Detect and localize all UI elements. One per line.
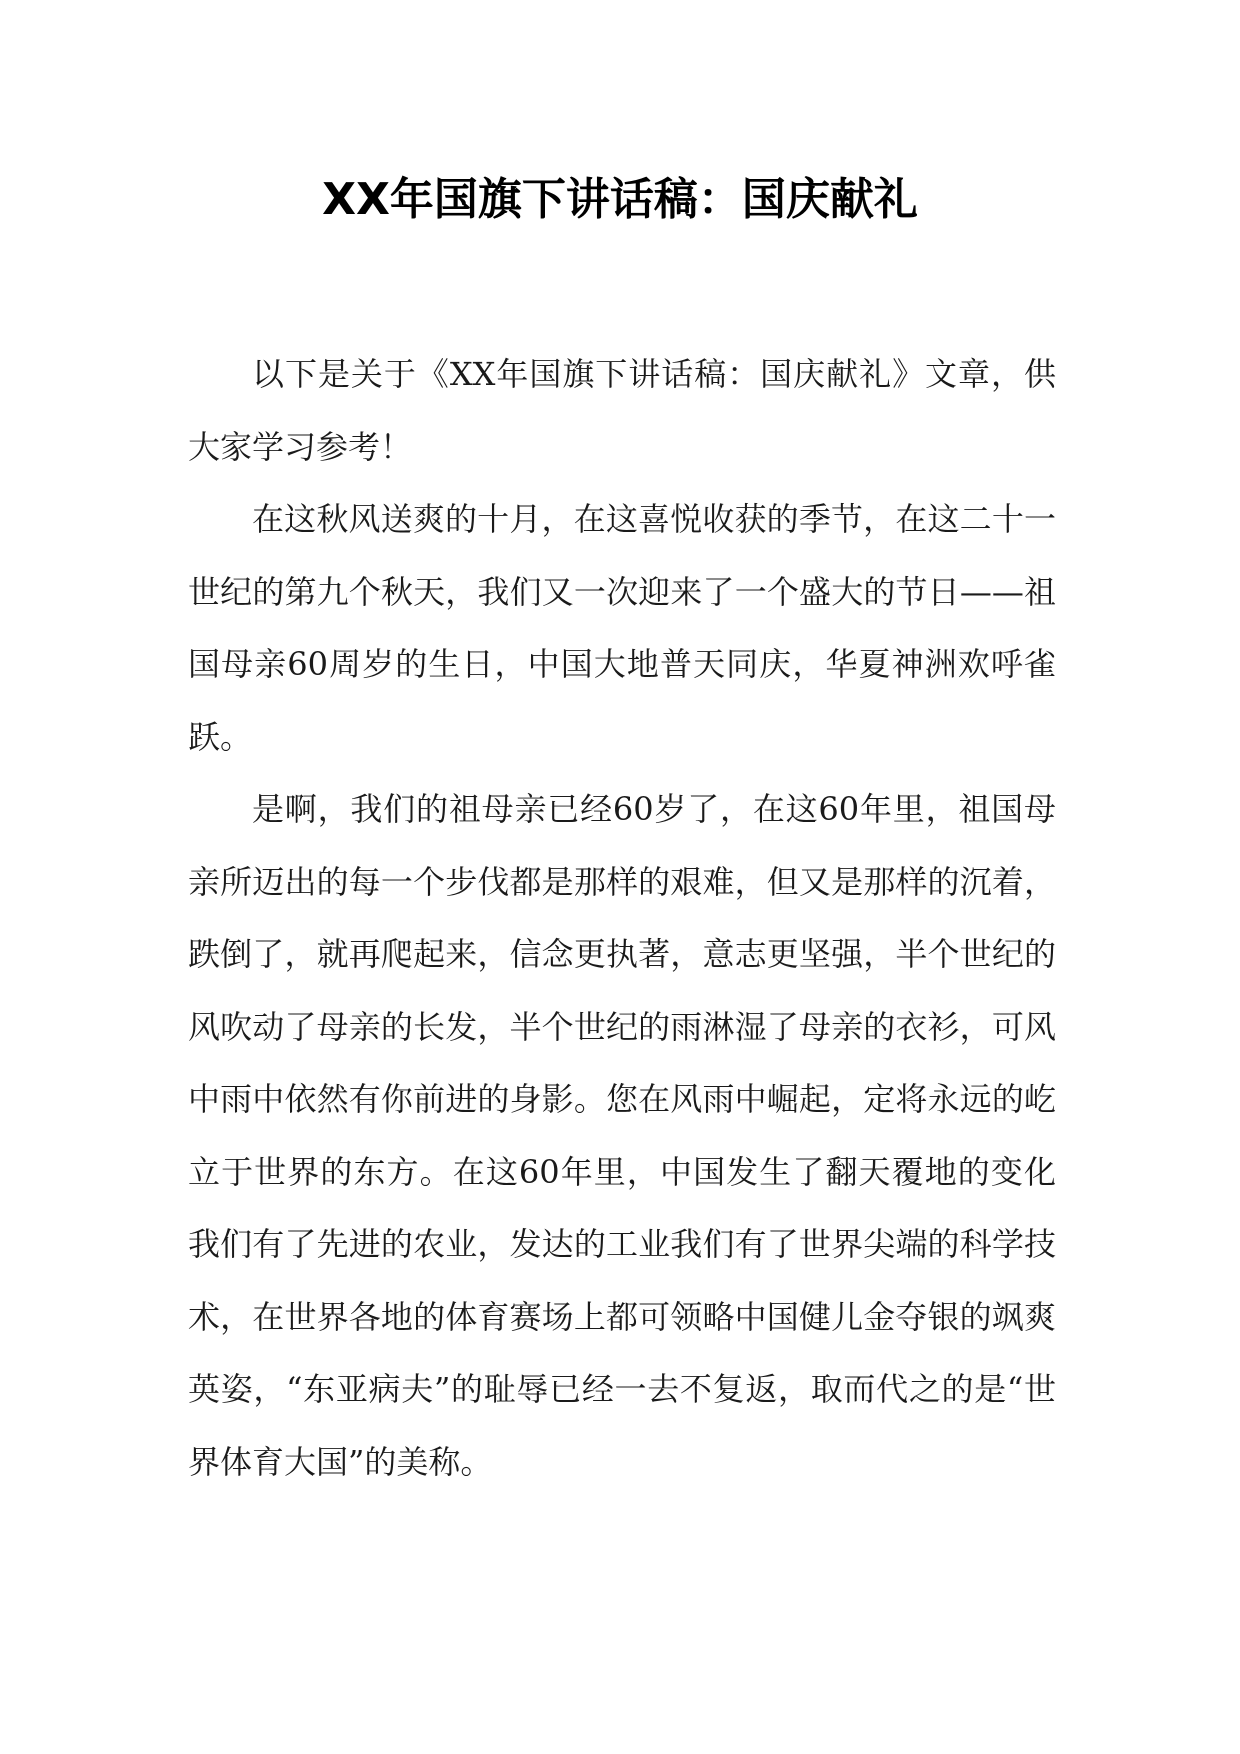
- paragraph-sixty-years: 是啊，我们的祖母亲已经60岁了，在这60年里，祖国母亲所迈出的每一个步伐都是那样的艰难，但又是那样的沉着，跌倒了，就再爬起来，信念更执著，意志更坚强，半个世纪的风吹动了母亲的长发，半个世纪的雨淋湿了母亲的衣衫，可风中雨中依然有你前进的身影。您在风雨中崛起，定将永远的屹立于世界的东方。在这60年里，中国发生了翻天覆地的变化我们有了先进的农业，发达的工业我们有了世界尖端的科学技术，在世界各地的体育赛场上都可领略中国健儿金夺银的飒爽英姿，“东亚病夫”的耻辱已经一去不复返，取而代之的是“世界体育大国”的美称。: [188, 790, 1056, 1481]
- paragraph-intro: 以下是关于《XX年国旗下讲话稿：国庆献礼》文章，供大家学习参考！: [188, 355, 1056, 466]
- document-title: XX年国旗下讲话稿：国庆献礼: [322, 174, 918, 225]
- paragraph-autumn: 在这秋风送爽的十月，在这喜悦收获的季节，在这二十一世纪的第九个秋天，我们又一次迎来了一个盛大的节日——祖国母亲60周岁的生日，中国大地普天同庆，华夏神洲欢呼雀跃。: [188, 500, 1056, 756]
- document-body: [188, 338, 1056, 1498]
